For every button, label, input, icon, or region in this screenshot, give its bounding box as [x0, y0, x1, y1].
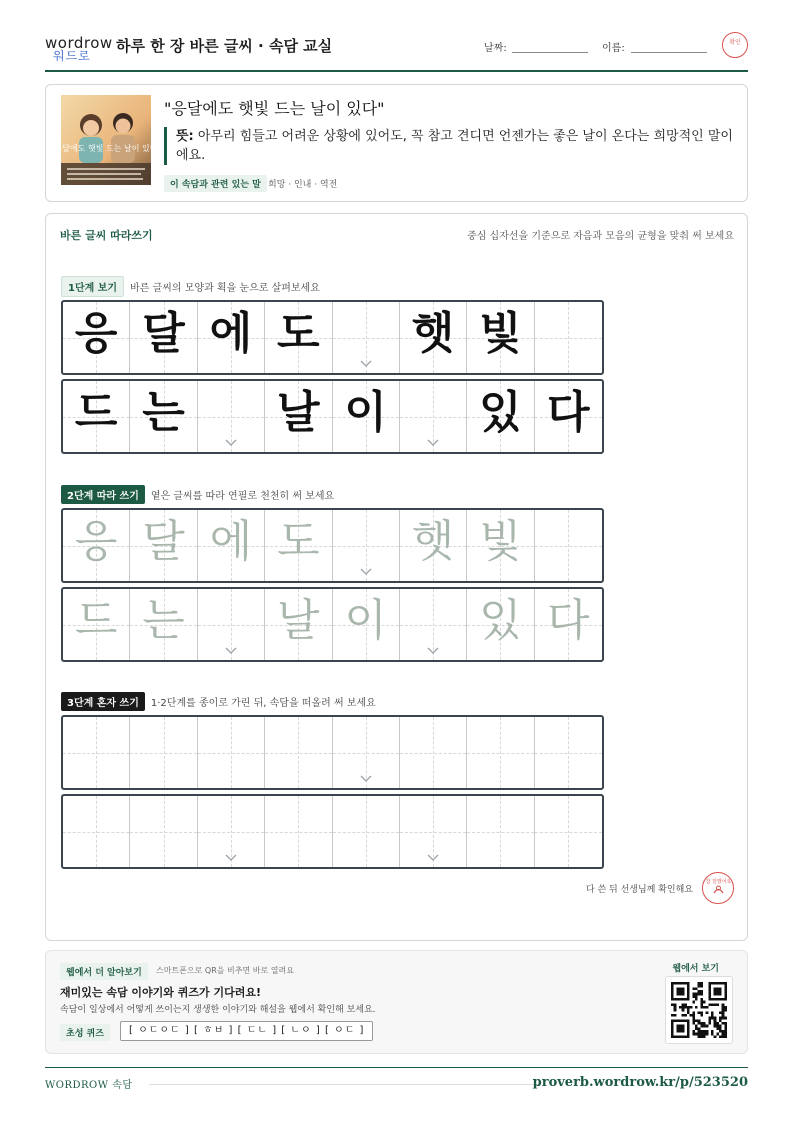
step-2-header: [61, 485, 334, 504]
grid-character: 응: [74, 516, 118, 567]
related-badge: 이 속담과 관련 있는 말: [164, 175, 267, 192]
related-words: 희망 · 인내 · 역전: [268, 180, 338, 190]
grid-character: 빛: [479, 516, 522, 567]
grid-cell[interactable]: [130, 510, 197, 581]
practice-description: 중심 십자선을 기준으로 자음과 모음의 균형을 맞춰 써 보세요: [467, 231, 734, 242]
grid-cell[interactable]: [63, 717, 130, 788]
space-mark-icon: [225, 854, 237, 861]
handwriting-practice: [45, 213, 748, 941]
grid-cell: [333, 381, 400, 452]
grid-cell[interactable]: [198, 510, 265, 581]
grid-cell: [535, 302, 602, 373]
grid-character: 있: [479, 387, 522, 438]
proverb-illustration: [54, 95, 158, 185]
grid-character: 이: [344, 595, 387, 646]
quiz-label: 초성 퀴즈: [60, 1024, 110, 1041]
grid-cell[interactable]: [130, 796, 197, 867]
space-mark-icon: [225, 439, 237, 446]
meaning-text: 아무리 힘들고 어려운 상황에 있어도, 꼭 참고 견디면 언젠가는 좋은 날이 온다는 희망적인 말이에요.: [176, 129, 733, 163]
grid-cell: [400, 302, 467, 373]
grid-cell[interactable]: [63, 589, 130, 660]
step-3-desc: 1·2단계를 종이로 가린 뒤, 속담을 떠올려 써 보세요: [150, 698, 376, 709]
web-headline: 재미있는 속담 이야기와 퀴즈가 기다려요!: [60, 986, 261, 999]
grid-cell[interactable]: [333, 717, 400, 788]
step-1-desc: 바른 글씨의 모양과 획을 눈으로 살펴보세요: [130, 283, 320, 294]
grid-cell[interactable]: [467, 589, 534, 660]
stamp-text: 참 잘했어요: [705, 879, 731, 885]
grid-cell[interactable]: [333, 796, 400, 867]
space-mark-icon: [427, 854, 439, 861]
date-field[interactable]: [512, 52, 588, 53]
footer-url[interactable]: proverb.wordrow.kr/p/523520: [532, 1075, 748, 1090]
grid-cell[interactable]: [333, 510, 400, 581]
grid-cell: [333, 302, 400, 373]
space-mark-icon: [360, 360, 372, 367]
grid-cell[interactable]: [198, 796, 265, 867]
proverb-card: [45, 84, 748, 202]
logo-korean: 워드로: [53, 49, 91, 63]
grid-cell: [535, 381, 602, 452]
teacher-stamp-icon: [702, 872, 734, 904]
space-mark-icon: [360, 568, 372, 575]
grid-character: 햇: [411, 308, 455, 359]
grid-cell: [467, 302, 534, 373]
proverb-text: "응달에도 햇빛 드는 날이 있다": [164, 99, 385, 118]
grid-cell[interactable]: [400, 796, 467, 867]
grid-cell: [198, 302, 265, 373]
illustration-caption: 응달에도 햇빛 드는 날이 있다: [54, 144, 158, 153]
qr-label: 웹에서 보기: [672, 964, 719, 974]
grid-character: 빛: [479, 308, 522, 359]
grid-cell: [265, 381, 332, 452]
step-2-badge: 2단계 따라 쓰기: [61, 485, 145, 504]
grid-character: 드: [74, 387, 118, 438]
grid-cell[interactable]: [535, 510, 602, 581]
space-mark-icon: [225, 647, 237, 654]
grid-row[interactable]: [61, 715, 604, 790]
grid-character: 달: [142, 516, 185, 567]
grid-cell[interactable]: [130, 717, 197, 788]
grid-cell[interactable]: [265, 717, 332, 788]
step-3-badge: 3단계 혼자 쓰기: [61, 692, 145, 711]
grid-cell[interactable]: [535, 796, 602, 867]
grid-character: 는: [142, 595, 185, 646]
footer-brand: WORDROW 속담: [45, 1080, 133, 1091]
grid-cell[interactable]: [63, 510, 130, 581]
step-1-header: [61, 276, 320, 297]
grid-cell[interactable]: [265, 510, 332, 581]
grid-cell[interactable]: [198, 717, 265, 788]
logo-wordmark: wordrow: [45, 34, 113, 52]
footer-divider: [149, 1084, 539, 1085]
grid-cell: [130, 302, 197, 373]
name-field[interactable]: [631, 52, 707, 53]
grid-character: 이: [344, 387, 387, 438]
space-mark-icon: [427, 647, 439, 654]
grid-cell[interactable]: [467, 510, 534, 581]
web-badge: 웹에서 더 알아보기: [60, 963, 148, 980]
grid-cell[interactable]: [400, 589, 467, 660]
grid-character: 도: [277, 516, 320, 567]
grid-cell: [130, 381, 197, 452]
grid-row[interactable]: [61, 508, 604, 583]
step-3-header: [61, 692, 376, 711]
grid-character: 있: [479, 595, 522, 646]
grid-row: [61, 300, 604, 375]
grid-character: 다: [547, 387, 590, 438]
grid-row: [61, 379, 604, 454]
qr-code-icon[interactable]: [665, 976, 733, 1044]
grid-row[interactable]: [61, 794, 604, 869]
web-promo: [45, 950, 748, 1054]
grid-character: 도: [277, 308, 320, 359]
step-1-badge: 1단계 보기: [61, 276, 124, 297]
grid-row[interactable]: [61, 587, 604, 662]
web-hint: 스마트폰으로 QR을 비추면 바로 열려요: [156, 966, 294, 975]
grid-character: 에: [209, 308, 253, 359]
grid-cell[interactable]: [400, 717, 467, 788]
grid-cell[interactable]: [400, 510, 467, 581]
grid-character: 는: [142, 387, 185, 438]
grid-character: 날: [277, 387, 320, 438]
grid-character: 햇: [411, 516, 455, 567]
proverb-meaning: [164, 127, 734, 165]
step-2-desc: 옅은 글씨를 따라 연필로 천천히 써 보세요: [150, 491, 335, 502]
name-label: 이름:: [602, 43, 625, 54]
grid-cell[interactable]: [265, 796, 332, 867]
grid-cell[interactable]: [63, 796, 130, 867]
wordrow-logo: [45, 34, 113, 64]
space-mark-icon: [427, 439, 439, 446]
page-footer: [45, 1067, 748, 1097]
grid-cell[interactable]: [535, 589, 602, 660]
grid-cell: [265, 302, 332, 373]
grid-cell[interactable]: [333, 589, 400, 660]
space-mark-icon: [360, 775, 372, 782]
grid-cell[interactable]: [265, 589, 332, 660]
web-description: 속담이 일상에서 어떻게 쓰이는지 생생한 이야기와 해설을 웹에서 확인해 보세요.: [60, 1005, 376, 1015]
grid-cell[interactable]: [130, 589, 197, 660]
grid-cell: [63, 302, 130, 373]
grid-cell[interactable]: [198, 589, 265, 660]
grid-character: 에: [209, 516, 253, 567]
meaning-label: 뜻:: [176, 129, 194, 144]
grid-character: 날: [277, 595, 320, 646]
practice-title: 바른 글씨 따라쓰기: [60, 229, 153, 242]
grid-cell[interactable]: [467, 796, 534, 867]
grid-cell: [198, 381, 265, 452]
chosung-quiz: [ ㅇㄷㅇㄷ ] [ ㅎㅂ ] [ ㄷㄴ ] [ ㄴㅇ ] [ ㅇㄷ ]: [120, 1021, 373, 1041]
grid-cell: [63, 381, 130, 452]
date-label: 날짜:: [484, 43, 507, 54]
grid-character: 응: [74, 308, 118, 359]
page-header: [45, 30, 748, 72]
grid-character: 달: [142, 308, 185, 359]
confirm-text: 다 쓴 뒤 선생님께 확인해요: [585, 885, 693, 895]
page-title: 하루 한 장 바른 글씨 · 속담 교실: [116, 37, 333, 55]
grid-character: 드: [74, 595, 118, 646]
grid-cell: [467, 381, 534, 452]
grid-character: 다: [547, 595, 590, 646]
grid-cell: [400, 381, 467, 452]
grid-cell[interactable]: [467, 717, 534, 788]
grid-cell[interactable]: [535, 717, 602, 788]
confirm-seal-icon: 확인: [722, 32, 748, 58]
